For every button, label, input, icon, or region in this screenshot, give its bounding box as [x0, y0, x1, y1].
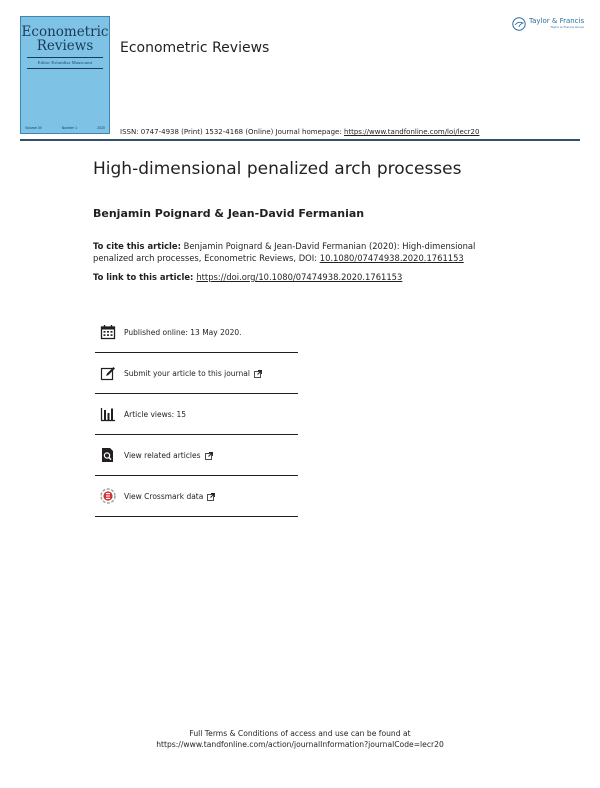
action-published-online	[95, 312, 298, 353]
cover-year: 2020	[97, 126, 105, 130]
crossmark-label[interactable]: View Crossmark data	[124, 491, 204, 501]
action-article-views	[95, 394, 298, 435]
cover-footer	[25, 126, 105, 130]
article-authors: Benjamin Poignard & Jean-David Fermanian	[93, 207, 365, 220]
footer-terms-text: Full Terms & Conditions of access and use can be found at	[189, 729, 411, 738]
citation-block	[93, 240, 513, 264]
related-articles-link[interactable]	[124, 451, 213, 460]
publisher-name: Taylor & Francis	[529, 17, 585, 25]
calendar-icon	[95, 324, 123, 340]
header-divider	[20, 139, 580, 141]
published-online-text: Published online: 13 May 2020.	[124, 327, 242, 337]
pencil-icon	[95, 365, 123, 381]
cover-title	[21, 25, 109, 53]
cover-title-line1: Econometric	[21, 24, 109, 40]
crossmark-link[interactable]	[124, 492, 215, 501]
cover-rule-top	[27, 57, 103, 58]
journal-homepage-link[interactable]: https://www.tandfonline.com/loi/lecr20	[343, 128, 480, 136]
action-related-articles[interactable]	[95, 435, 298, 476]
cover-title-line2: Reviews	[36, 38, 94, 54]
action-crossmark[interactable]	[95, 476, 298, 517]
issn-text: ISSN: 0747-4938 (Print) 1532-4168 (Online) Journal homepage:	[120, 128, 344, 136]
bar-chart-icon	[95, 406, 123, 422]
action-submit-article[interactable]	[95, 353, 298, 394]
cover-rule-bottom	[27, 68, 103, 69]
crossmark-icon	[95, 488, 123, 504]
publisher-tagline: Taylor & Francis Group	[550, 25, 585, 29]
cite-label: To cite this article:	[93, 241, 181, 251]
publisher-logo[interactable]	[512, 17, 584, 31]
article-title: High-dimensional penalized arch processes	[93, 159, 462, 179]
submit-article-link[interactable]	[124, 369, 262, 378]
publisher-logo-icon	[512, 17, 526, 31]
cover-volume: Volume 39	[25, 126, 42, 130]
related-articles-label[interactable]: View related articles	[124, 450, 201, 460]
journal-cover-image	[20, 16, 110, 134]
article-views-text: Article views: 15	[124, 409, 187, 419]
submit-article-label[interactable]: Submit your article to this journal	[124, 368, 250, 378]
cover-subtitle: Editor Esfandiar Maasoumi	[37, 60, 93, 65]
document-search-icon	[95, 447, 123, 463]
external-link-icon	[254, 370, 262, 378]
doi-link[interactable]: 10.1080/07474938.2020.1761153	[319, 253, 464, 263]
footer-terms-link[interactable]: https://www.tandfonline.com/action/journalInformation?journalCode=lecr20	[156, 740, 444, 749]
article-actions	[95, 312, 298, 517]
external-link-icon	[207, 493, 215, 501]
journal-name: Econometric Reviews	[120, 40, 270, 56]
cite-text: Benjamin Poignard & Jean-David Fermanian (2020): High-dimensional penalized arch processes, Econometric Reviews, DOI:	[93, 241, 476, 263]
article-url-link[interactable]: https://doi.org/10.1080/07474938.2020.1761153	[196, 272, 403, 282]
external-link-icon	[205, 452, 213, 460]
link-label: To link to this article:	[93, 272, 197, 282]
issn-line	[120, 128, 479, 136]
cover-number: Number 1	[61, 126, 78, 130]
link-block	[93, 272, 402, 282]
footer-terms	[0, 728, 600, 750]
